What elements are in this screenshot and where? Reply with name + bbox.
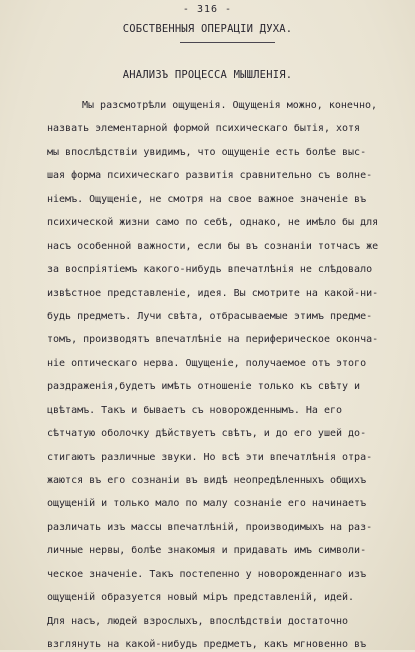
text-line: жаются въ его сознанiи въ видѣ неопредѣленныхъ общихъ	[47, 475, 367, 486]
text-line: нiе оптическаго нерва. Ощущенiе, получаемое отъ этого	[47, 357, 367, 369]
text-line: личные нервы, болѣе знакомыя и придавать имъ символи-	[47, 545, 367, 557]
chapter-title: СОБСТВЕННЫЯ ОПЕРАЦIИ ДУХА.	[122, 23, 293, 35]
text-line: психической жизни само по себѣ, однако, не имѣло бы для	[47, 217, 379, 229]
text-line: будь предметъ. Лучи свѣта, отбрасываемые этимъ предме-	[47, 310, 373, 322]
text-line: взглянуть на какой-нибудь предметъ, какъ мгновенно въ	[47, 639, 367, 650]
section-title: АНАЛИЗЪ ПРОЦЕССА МЫШЛЕНIЯ.	[122, 69, 293, 81]
text-line: насъ особенной важности, если бы въ сознанiи тотчасъ же	[47, 240, 379, 252]
text-line: цвѣтамъ. Такъ и бываетъ съ новорожденнымъ. На его	[47, 404, 343, 416]
text-line: нiемъ. Ощущенiе, не смотря на свое важное значенiе въ	[47, 193, 367, 205]
text-line: извѣстное представленiе, идея. Вы смотрите на какой-ни-	[47, 287, 379, 299]
text-line: ческое значенiе. Такъ постепенно у новорожденнаго изъ	[47, 568, 367, 580]
text-line: раздраженiя,будетъ имѣть отношенiе только къ свѣту и	[47, 381, 361, 393]
text-line: мы впослѣдствiи увидимъ, что ощущенiе есть болѣе выс-	[47, 146, 367, 158]
page-number: - 316 -	[182, 4, 233, 15]
text-line: Для насъ, людей взрослыхъ, впослѣдствiи достаточно	[47, 615, 349, 627]
text-line: ощущенiй и только мало по малу сознанiе его начинаетъ	[47, 498, 367, 510]
text-line: стигаютъ различные звуки. Но всѣ эти впечатлѣнiя отра-	[47, 451, 373, 463]
title-underline	[180, 42, 275, 43]
text-line: томъ, производятъ впечатлѣнiе на периферическое оконча-	[47, 334, 379, 346]
text-line: за воспрiятiемъ какого-нибудь впечатлѣнiя не слѣдовало	[47, 264, 373, 275]
text-line: ощущенiй образуется новый мiръ представленiй, идей.	[47, 592, 355, 604]
text-line: назвать элементарной формой психическаго бытiя, хотя	[47, 123, 361, 135]
text-line: сѣтчатую оболочку дѣйствуетъ свѣтъ, и до его ушей до-	[47, 428, 367, 440]
text-line: различать изъ массы впечатлѣнiй, производимыхъ на раз-	[47, 521, 373, 533]
text-line: Мы разсмотрѣли ощущенiя. Ощущенiя можно, конечно,	[82, 100, 378, 111]
text-line: шая форма психическаго развитiя сравнительно съ волне-	[47, 170, 373, 182]
